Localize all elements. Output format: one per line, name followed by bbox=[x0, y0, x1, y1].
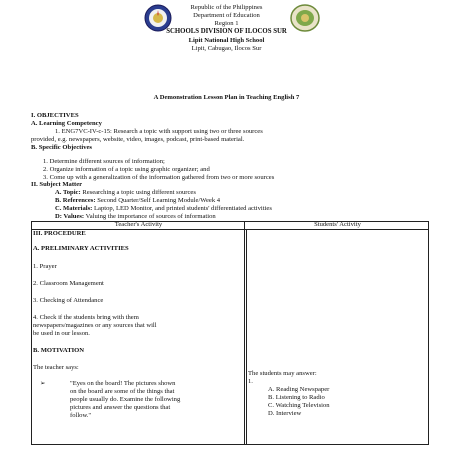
address-line: Lipit, Cabugao, Ilocos Sur bbox=[191, 45, 262, 52]
quote-line-2: on the board are some of the things that bbox=[70, 388, 175, 395]
materials-label: C. Materials: bbox=[55, 205, 93, 212]
answer-d: D. Interview bbox=[268, 410, 302, 417]
answer-a: A. Reading Newspaper bbox=[268, 386, 330, 393]
quote-line-3: people usually do. Examine the following bbox=[70, 396, 181, 403]
answer-c: C. Watching Television bbox=[268, 402, 330, 409]
motivation-heading: B. MOTIVATION bbox=[33, 347, 85, 354]
topic-value: Researching a topic using different sources bbox=[82, 189, 196, 196]
school-line: Lipit National High School bbox=[188, 37, 265, 44]
region-line: Region 1 bbox=[214, 20, 239, 27]
table-column-divider-inner bbox=[246, 229, 247, 445]
specific-objective-2: 2. Organize information of a topic using graphic organizer; and bbox=[43, 166, 210, 173]
preliminary-heading: A. PRELIMINARY ACTIVITIES bbox=[33, 245, 129, 252]
students-activity-header: Students' Activity bbox=[314, 221, 361, 228]
quote-line-4: pictures and answer the questions that bbox=[70, 404, 171, 411]
table-header-divider bbox=[31, 229, 429, 230]
classroom-management-item: 2. Classroom Management bbox=[33, 280, 104, 287]
bullet-arrow-icon: ➢ bbox=[40, 380, 46, 387]
check-sources-line-1: 4. Check if the students bring with them bbox=[33, 314, 139, 321]
prayer-item: 1. Prayer bbox=[33, 263, 57, 270]
check-sources-line-2: newspapers/magazines or any sources that will bbox=[33, 322, 157, 329]
learning-competency-heading: A. Learning Competency bbox=[31, 120, 102, 127]
students-may-answer: The students may answer: bbox=[248, 370, 317, 377]
competency-line-1: 1. ENG7VC-IV-c-15: Research a topic with support using two or three sources bbox=[55, 128, 263, 135]
attendance-item: 3. Checking of Attendance bbox=[33, 297, 104, 304]
topic-label: A. Topic: bbox=[55, 189, 81, 196]
materials-row bbox=[55, 205, 272, 213]
references-label: B. References: bbox=[55, 197, 96, 204]
table-column-divider bbox=[244, 221, 245, 445]
specific-objective-1: 1. Determine different sources of information; bbox=[43, 158, 165, 165]
competency-line-2: provided, e.g. newspapers, website, video, images, podcast, print-based material. bbox=[31, 136, 245, 143]
specific-objectives-heading: B. Specific Objectives bbox=[31, 144, 92, 151]
check-sources-line-3: be used in our lesson. bbox=[33, 330, 90, 337]
specific-objective-3: 3. Come up with a generalization of the information gathered from two or more sources bbox=[43, 174, 275, 181]
subject-matter-heading: II. Subject Matter bbox=[31, 181, 83, 188]
references-value: Second Quarter/Self Learning Module/Week 4 bbox=[97, 197, 221, 204]
values-value: Valuing the importance of sources of information bbox=[85, 213, 216, 220]
values-label: D: Values: bbox=[55, 213, 85, 220]
teacher-says-label: The teacher says: bbox=[33, 364, 79, 371]
teacher-activity-header: Teacher's Activity bbox=[114, 221, 163, 228]
page-title: A Demonstration Lesson Plan in Teaching English 7 bbox=[153, 94, 300, 101]
answer-b: B. Listening to Radio bbox=[268, 394, 325, 401]
division-line: SCHOOLS DIVISION OF ILOCOS SUR bbox=[166, 28, 287, 35]
republic-line: Republic of the Philippines bbox=[190, 4, 263, 11]
values-row bbox=[55, 213, 216, 221]
procedure-heading: III. PROCEDURE bbox=[33, 230, 86, 237]
topic-row bbox=[55, 189, 196, 197]
materials-value: Laptop, LED Monitor, and printed students' differentiated activities bbox=[94, 205, 272, 212]
quote-line-1: "Eyes on the board! The pictures shown bbox=[70, 380, 176, 387]
answer-number: 1. bbox=[248, 378, 253, 385]
references-row bbox=[55, 197, 220, 205]
department-line: Department of Education bbox=[193, 12, 260, 19]
quote-line-5: follow." bbox=[70, 412, 92, 419]
objectives-heading: I. OBJECTIVES bbox=[31, 112, 79, 119]
